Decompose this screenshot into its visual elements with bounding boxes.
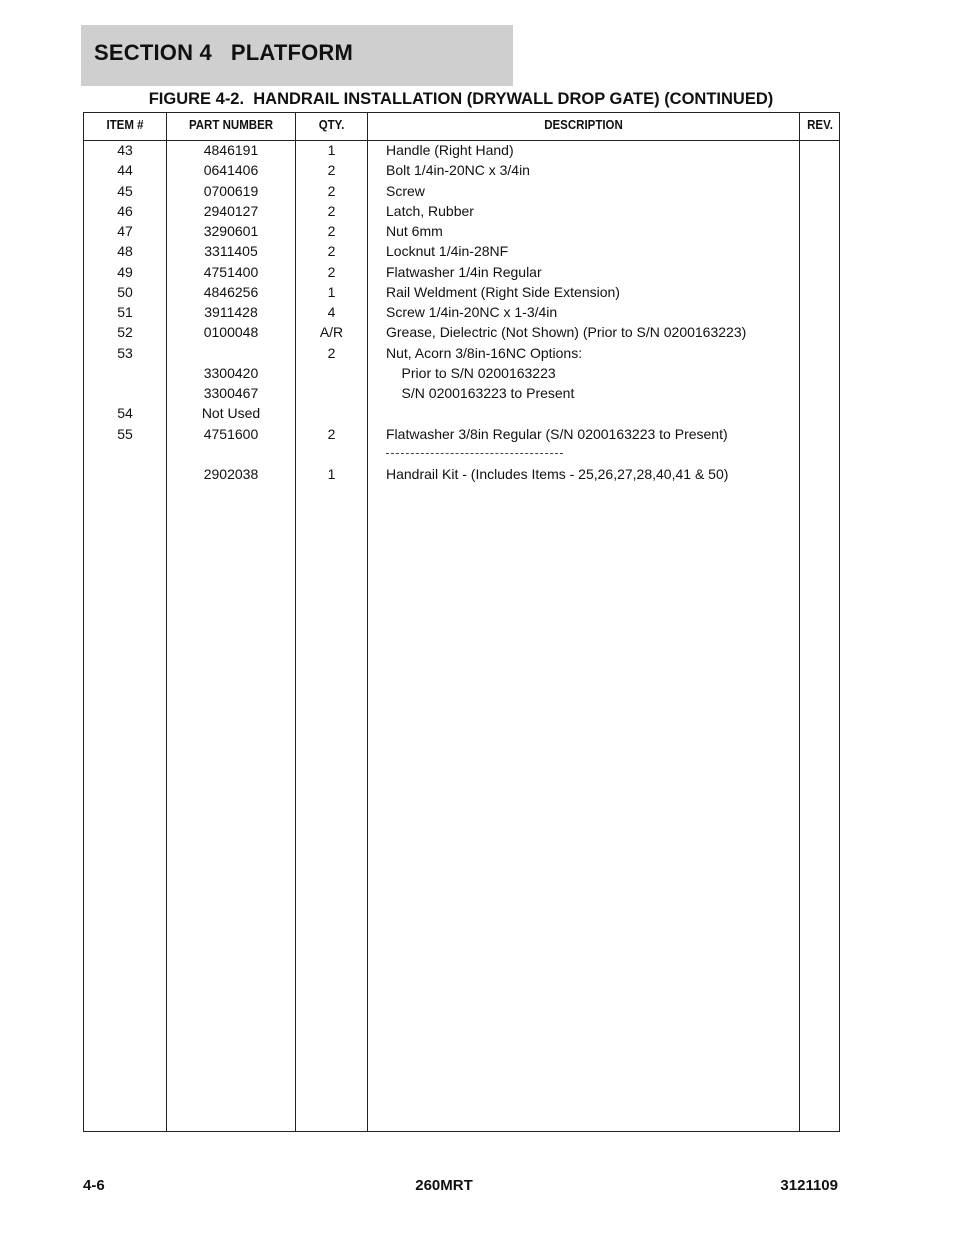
cell-item: 46	[117, 202, 133, 219]
cell-desc: Grease, Dielectric (Not Shown) (Prior to S/N 0200163223)	[386, 324, 747, 341]
cell-qty: 2	[327, 243, 336, 260]
cell-desc: Bolt 1/4in-20NC x 3/4in	[386, 162, 530, 179]
cell-qty: 1	[327, 283, 336, 300]
cell-qty: 1	[327, 466, 336, 482]
cell-item: 47	[117, 223, 133, 239]
column-divider	[367, 113, 368, 1131]
cell-part: 4846191	[203, 142, 259, 158]
cell-part: 3311405	[204, 243, 258, 260]
column-divider	[799, 113, 800, 1131]
cell-desc: Locknut 1/4in-28NF	[386, 243, 509, 260]
cell-part: 4751600	[203, 425, 259, 442]
cell-qty: 4	[327, 304, 336, 320]
cell-qty: 2	[327, 425, 336, 442]
cell-desc: Flatwasher 3/8in Regular (S/N 0200163223 to Present)	[386, 425, 728, 442]
cell-desc: Latch, Rubber	[386, 202, 474, 219]
document-number: 3121109	[780, 1177, 838, 1194]
header-qty: QTY.	[318, 118, 345, 132]
cell-qty: 2	[327, 223, 336, 239]
cell-desc: Flatwasher 1/4in Regular	[386, 263, 542, 280]
cell-part: 3300420	[203, 364, 259, 381]
cell-desc: Screw	[386, 182, 425, 199]
cell-item: 43	[117, 142, 133, 158]
cell-part: 4846256	[203, 283, 259, 300]
section-banner	[81, 25, 513, 86]
figure-title: FIGURE 4-2. HANDRAIL INSTALLATION (DRYWALL DROP GATE) (CONTINUED)	[148, 90, 774, 108]
cell-part: 0641406	[203, 162, 259, 179]
cell-desc: Handrail Kit - (Includes Items - 25,26,27,28,40,41 & 50)	[386, 466, 729, 482]
cell-part: 0100048	[203, 324, 259, 341]
cell-item: 54	[117, 405, 133, 422]
cell-qty: 2	[327, 182, 336, 199]
cell-desc: Handle (Right Hand)	[386, 142, 514, 158]
header-part-number: PART NUMBER	[188, 118, 274, 132]
cell-desc: Rail Weldment (Right Side Extension)	[386, 283, 620, 300]
cell-desc: S/N 0200163223 to Present	[386, 385, 575, 401]
page-number: 4-6	[83, 1177, 105, 1194]
section-title: SECTION 4 PLATFORM	[94, 40, 354, 65]
cell-item: 50	[117, 283, 133, 300]
cell-item: 51	[117, 304, 133, 320]
cell-part: 0700619	[203, 182, 259, 199]
header-description: DESCRIPTION	[544, 118, 623, 132]
cell-item: 53	[117, 344, 133, 361]
cell-desc: Nut 6mm	[386, 223, 443, 239]
cell-part: 3911428	[204, 304, 258, 320]
cell-part: 4751400	[203, 263, 259, 280]
model-name: 260MRT	[415, 1177, 473, 1194]
cell-qty: 1	[327, 142, 336, 158]
cell-desc: Nut, Acorn 3/8in-16NC Options:	[386, 344, 583, 361]
cell-item: 52	[117, 324, 133, 341]
cell-qty: A/R	[319, 324, 344, 341]
cell-part: 2940127	[203, 202, 259, 219]
separator-dashes	[386, 453, 563, 454]
cell-item: 44	[117, 162, 133, 179]
header-rev: REV.	[807, 118, 833, 132]
cell-part: Not Used	[201, 405, 261, 422]
cell-item: 49	[117, 263, 133, 280]
cell-item: 45	[117, 182, 133, 199]
cell-qty: 2	[327, 263, 336, 280]
cell-desc: Screw 1/4in-20NC x 1-3/4in	[386, 304, 558, 320]
cell-part: 2902038	[203, 466, 259, 482]
cell-qty: 2	[327, 202, 336, 219]
cell-desc: Prior to S/N 0200163223	[386, 364, 556, 381]
header-item: ITEM #	[106, 118, 144, 132]
cell-item: 48	[117, 243, 133, 260]
header-divider	[84, 140, 839, 141]
parts-table	[83, 112, 840, 1132]
cell-part: 3290601	[203, 223, 259, 239]
cell-part: 3300467	[203, 385, 259, 401]
cell-qty: 2	[327, 344, 336, 361]
cell-item: 55	[117, 425, 133, 442]
cell-qty: 2	[327, 162, 336, 179]
